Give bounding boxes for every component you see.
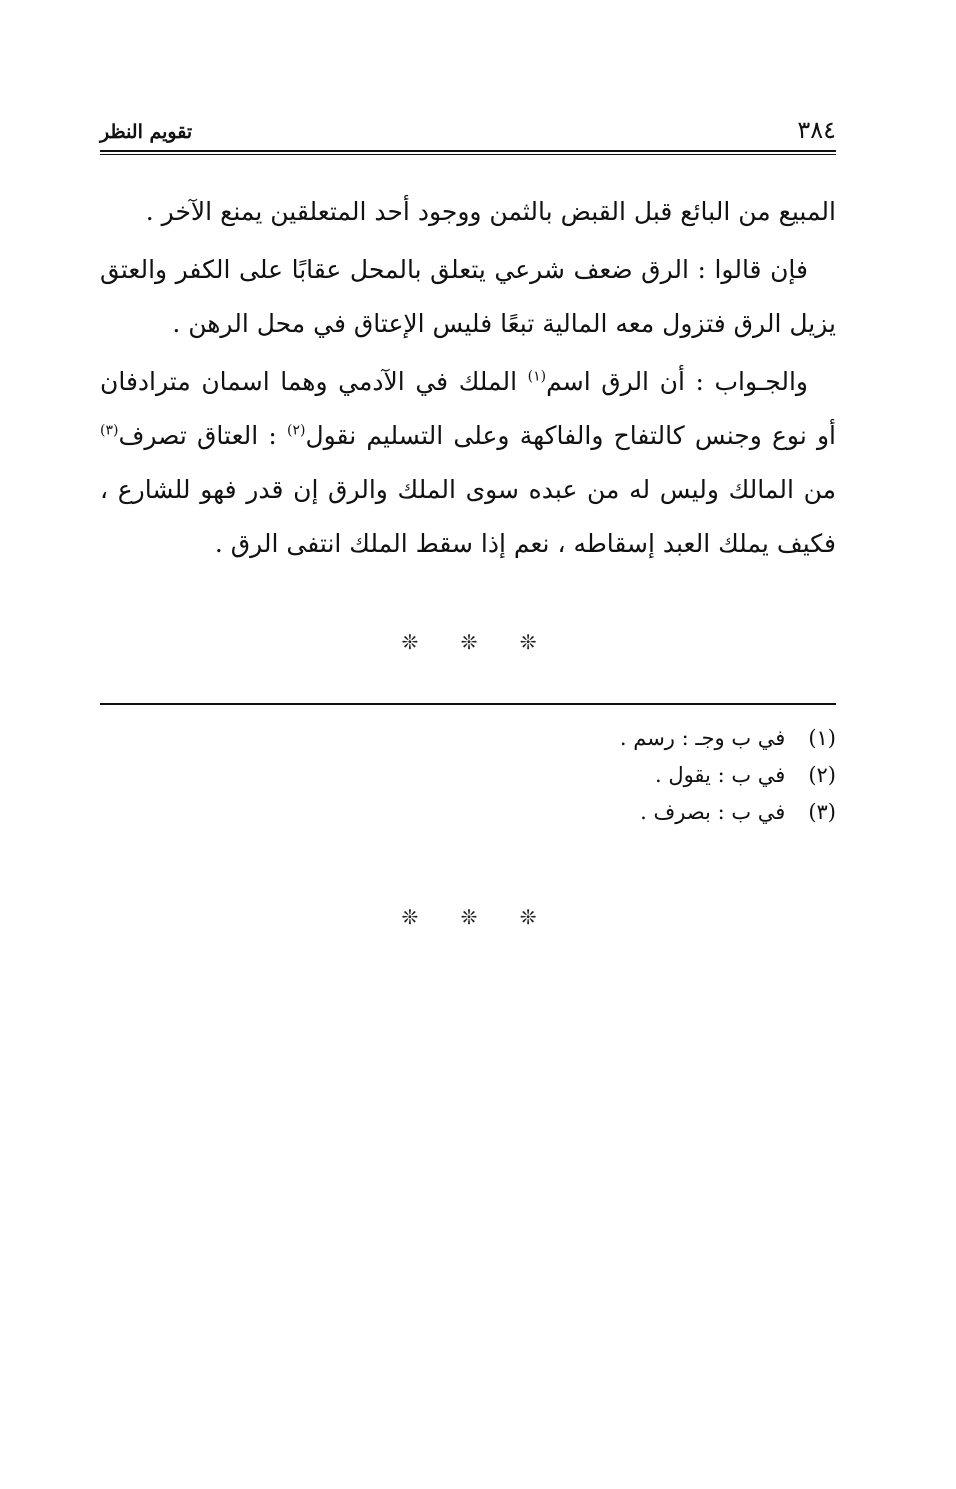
footnotes <box>100 720 836 831</box>
paragraph-1: المبيع من البائع قبل القبض بالثمن ووجود أحد المتعلقين يمنع الآخر . <box>145 197 836 226</box>
header-rule <box>100 150 836 155</box>
footnote-ref-1: (١) <box>527 368 547 385</box>
section-separator-top: ❊ ❊ ❊ <box>401 630 555 654</box>
section-separator-bottom: ❊ ❊ ❊ <box>401 905 555 929</box>
running-title: تقويم النظر <box>100 121 193 143</box>
paragraph-2: فإن قالوا : الرق ضعف شرعي يتعلق بالمحل عقابًا على الكفر والعتق يزيل الرق فتزول معه المالية تبعًا فليس الإعتاق في محل الرهن . <box>100 255 836 338</box>
footnote-number: (١) <box>808 726 836 750</box>
footnote-3 <box>100 794 836 831</box>
paragraph-3-part-c: : العتاق تصرف <box>118 421 287 450</box>
footnote-text: في ب : بصرف . <box>640 800 786 824</box>
footnote-text: في ب وجـ : رسم . <box>619 726 786 750</box>
paragraph-3 <box>100 355 836 571</box>
footnote-number: (٣) <box>808 800 836 824</box>
footnote-1 <box>100 720 836 757</box>
footnote-text: في ب : يقول . <box>654 763 786 787</box>
paragraph-3-part-d: من المالك وليس له من عبده سوى الملك والرق إن قدر فهو للشارع ، فكيف يملك العبد إسقاطه ، نعم إذا سقط الملك انتفى الرق . <box>100 475 836 558</box>
footnote-2 <box>100 757 836 794</box>
footnote-rule <box>100 703 836 705</box>
footnote-ref-2: (٢) <box>287 422 306 439</box>
footnote-ref-3: (٣) <box>100 422 119 439</box>
main-text <box>100 185 836 575</box>
paragraph-3-part-a: والجـواب : أن الرق اسم <box>546 367 809 396</box>
paragraph-3-part-b: الملك في الآدمي وهما اسمان مترادفان أو نوع وجنس كالتفاح والفاكهة وعلى التسليم نقول <box>100 367 837 450</box>
footnote-number: (٢) <box>808 763 836 787</box>
page-header <box>100 112 836 148</box>
page-number: ٣٨٤ <box>797 116 836 144</box>
